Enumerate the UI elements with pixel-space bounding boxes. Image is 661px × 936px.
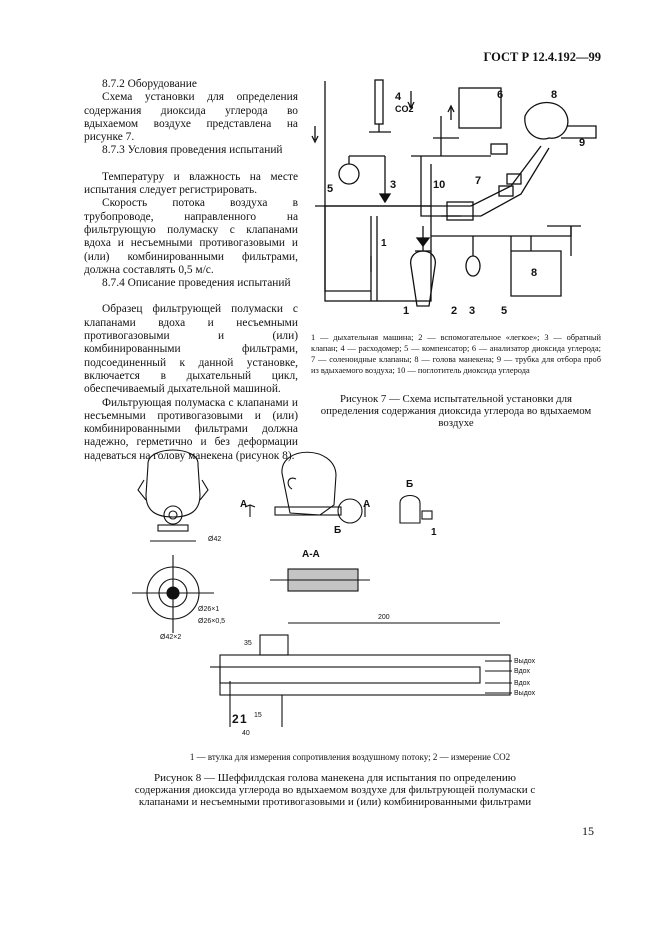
fig8-section-label: А-А [302,549,320,560]
fig7-co2-label: CO2 [395,104,414,114]
fig8-dimension: Ø42 [208,536,222,543]
fig8-dimension: 40 [242,730,250,737]
fig8-callout: 2 [232,712,239,726]
fig8-dimension: Ø26×1 [198,606,220,613]
fig7-label: 5 [501,305,508,317]
figure8-legend: 1 — втулка для измерения сопротивления воздушному потоку; 2 — измерение CO2 [189,752,511,762]
paragraph: Фильтрующая полумаска с клапанами и несъемными противогазовыми и (или) комбинированными фильтрами должна надежно, герметично и без деформации надеваться на голову манекена (рисунок 8). [84,396,298,462]
fig8-dimension: 35 [244,640,252,647]
fig8-section-label: А [240,499,248,510]
section-heading: 8.7.2 Оборудование [102,78,197,90]
fig8-dimension: 200 [378,614,390,621]
fig7-label: 10 [433,179,446,191]
fig8-callout: 1 [240,712,247,726]
fig8-dimension: 15 [254,712,262,719]
fig8-section-label: Б [334,525,342,536]
fig8-callout: 1 [431,527,437,538]
fig8-flow-label: Вдох [514,680,530,687]
paragraph: Температуру и влажность на месте испытания следует регистрировать. [84,170,298,197]
section-heading: 8.7.3 Условия проведения испытаний [102,144,283,157]
figure7-legend: 1 — дыхательная машина; 2 — вспомогательное «легкое»; 3 — обратный клапан; 4 — расходомер; 5 — компенсатор; 6 — анализатор диоксида углерода; 7 — соленоидные клапаны; 8 — голова манекена; 9 — трубка для отбора проб из вдыхаемого воздуха; 10 — поглотитель диоксида углерода [311,333,601,375]
fig7-label: 3 [390,179,397,191]
fig7-label: 2 [451,305,458,317]
fig8-section-label: Б [406,479,414,490]
standard-header: ГОСТ Р 12.4.192—99 [483,50,601,64]
page-number: 15 [582,824,594,838]
section-heading: 8.7.4 Описание проведения испытаний [102,277,291,290]
paragraph: Схема установки для определения содержания диоксида углерода во вдыхаемом воздухе представлена на рисунке 7. [84,91,298,144]
fig7-label: 8 [551,89,558,101]
svg-text:1: 1 [381,238,387,249]
figure7-caption: Рисунок 7 — Схема испытательной установки для определения содержания диоксида углерода во вдыхаемом воздухе [320,393,592,429]
fig7-label: 5 [327,183,334,195]
paragraph: Скорость потока воздуха в трубопроводе, направленного на фильтрующую полумаску с клапанами вдоха и несъемными противогазовыми и (или) комбинированными фильтрами, должна составлять 0,5 м/с. [84,197,298,276]
fig8-flow-label: Выдох [514,658,536,665]
fig7-label: 4 [395,91,402,103]
fig7-label: 7 [475,175,482,187]
fig8-dimension: Ø42×2 [160,634,182,641]
figure8-caption: Рисунок 8 — Шеффилдская голова манекена для испытания по определению содержания диоксида углерода во вдыхаемом воздухе для фильтрующей полумаски с клапанами и несъемными противогазовыми и (или) комбинированными фильтрами [134,772,536,808]
fig8-flow-label: Выдох [514,690,536,697]
fig8-dimension: Ø26×0,5 [198,618,226,625]
fig7-label: 9 [579,137,586,149]
fig7-label: 8 [531,267,538,279]
fig8-flow-label: Вдох [514,668,530,675]
figure8-diagram [120,445,550,740]
figure7-diagram [311,76,604,318]
paragraph: Образец фильтрующей полумаски с клапанами вдоха и несъемными противогазовыми и (или) комбинированными фильтрами, подсоединенный к данной установке, включается в дыхательный цикл, обеспечиваемый дыхательной машиной. [84,303,298,396]
fig8-section-label: А [363,499,371,510]
fig7-label: 3 [469,305,476,317]
fig7-label: 6 [497,89,504,101]
text-column [84,78,298,463]
fig7-label: 1 [403,305,410,317]
